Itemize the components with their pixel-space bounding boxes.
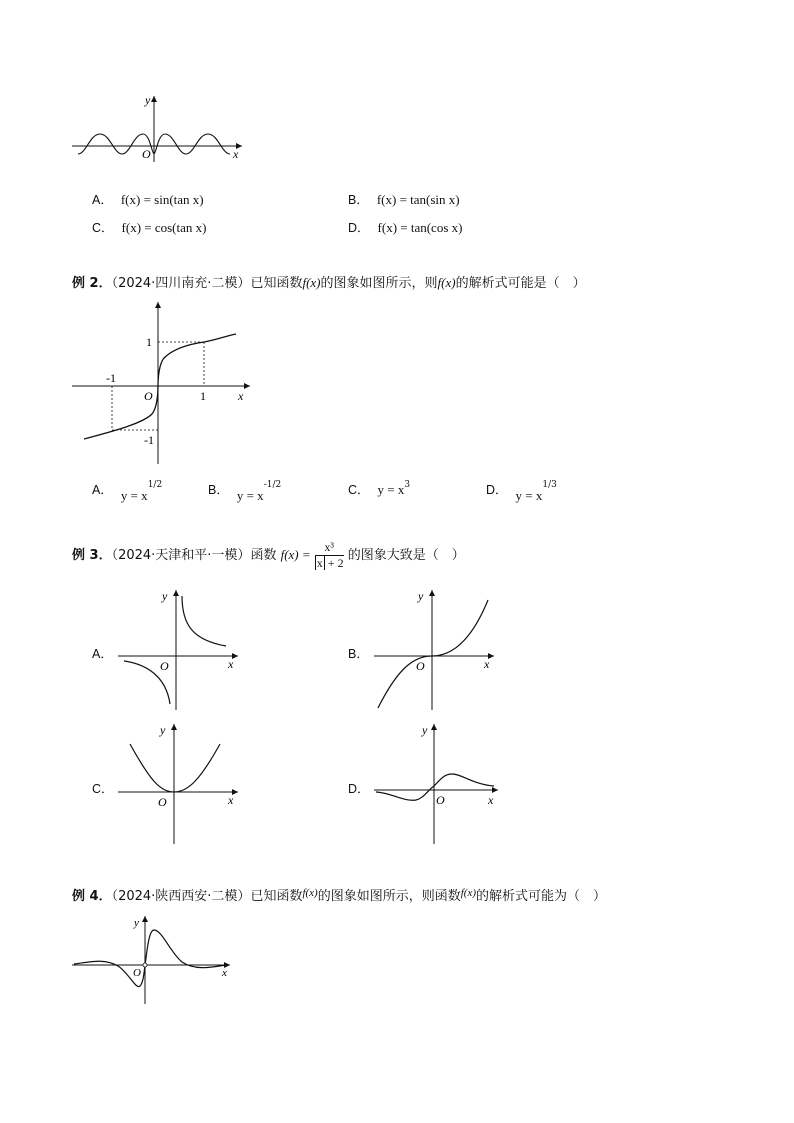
q4-stem: 例 4．（2024·陕西西安·二模）已知函数$^{f(x)}$的图象如图所示，则函数$^{f(x)}$的解析式可能为（ ） <box>72 887 607 904</box>
q4-origin-point <box>143 963 147 967</box>
q3-option-b[interactable]: B． <box>348 647 369 661</box>
q1-axis-y-label: y <box>145 93 151 107</box>
q2-option-a[interactable]: A． $y = x^{1/2}$ <box>92 480 163 503</box>
q4-curve <box>74 930 226 987</box>
q3-option-a[interactable]: A． <box>92 647 113 661</box>
q3-graph-b[interactable] <box>372 586 502 712</box>
q3b-origin-label: O <box>416 659 425 673</box>
q4-axis-y-label: y <box>134 917 139 929</box>
q3c-curve <box>130 744 220 792</box>
q2-stem: 例 2．（2024·四川南充·二模）已知函数f(x)的图象如图所示，则f(x)的解析式可能是（ ） <box>72 275 586 291</box>
q3b-axis-x-label: x <box>484 657 490 671</box>
q1-option-d[interactable]: D． f(x) = tan(cos x) <box>348 220 463 235</box>
q2-option-b[interactable]: B． $y = x^{-1/2}$ <box>208 480 282 503</box>
q2-axis-x-label: x <box>238 389 244 403</box>
q3d-origin-label: O <box>436 793 445 807</box>
q3a-origin-label: O <box>160 659 169 673</box>
q3-option-c[interactable]: C． <box>92 782 114 796</box>
q3d-axis-y-label: y <box>422 723 428 737</box>
q3b-axis-y-label: y <box>418 589 424 603</box>
q3c-origin-label: O <box>158 795 167 809</box>
q4-axis-x-label: x <box>222 967 227 979</box>
q4-graph <box>70 912 240 1007</box>
q1-graph <box>70 92 250 167</box>
q2-origin-label: O <box>144 389 153 403</box>
q2-graph <box>70 298 260 468</box>
q3c-axis-y-label: y <box>160 723 166 737</box>
q4-origin-label: O <box>133 967 141 979</box>
q2-label-y-neg-one: -1 <box>144 433 154 447</box>
q2-option-c[interactable]: C． $y = x^3$ <box>348 480 411 497</box>
q3c-axis-x-label: x <box>228 793 234 807</box>
q1-option-c[interactable]: C． f(x) = cos(tan x) <box>92 220 207 235</box>
q3a-curve-right <box>182 596 226 646</box>
q3b-curve <box>378 600 488 708</box>
q3-stem: 例 3．（2024·天津和平·一模）函数 f(x) = $\frac{\text{x³}}{x + 2}$ 的图象大致是（ ） <box>72 540 465 570</box>
q3-option-d[interactable]: D． <box>348 782 370 796</box>
q1-axis-x-label: x <box>233 147 239 161</box>
q2-label-x-neg-one: -1 <box>106 371 116 385</box>
q2-label-y-one: 1 <box>146 335 152 349</box>
q2-label-x-one: 1 <box>200 389 206 403</box>
q3-graph-c[interactable] <box>116 720 246 846</box>
q3d-curve <box>376 774 494 800</box>
q1-option-b[interactable]: B． f(x) = tan(sin x) <box>348 192 460 207</box>
q1-origin-label: O <box>142 147 151 161</box>
q3a-axis-x-label: x <box>228 657 234 671</box>
q3-graph-a[interactable] <box>116 586 246 712</box>
q1-option-a[interactable]: A． f(x) = sin(tan x) <box>92 192 204 207</box>
q2-option-d[interactable]: D． $y = x^{1/3}$ <box>486 480 557 503</box>
q3-fraction: $\frac{\text{x³}}{x + 2}$ <box>316 540 344 570</box>
q3d-axis-x-label: x <box>488 793 494 807</box>
q3a-axis-y-label: y <box>162 589 168 603</box>
q3-graph-d[interactable] <box>372 720 506 846</box>
